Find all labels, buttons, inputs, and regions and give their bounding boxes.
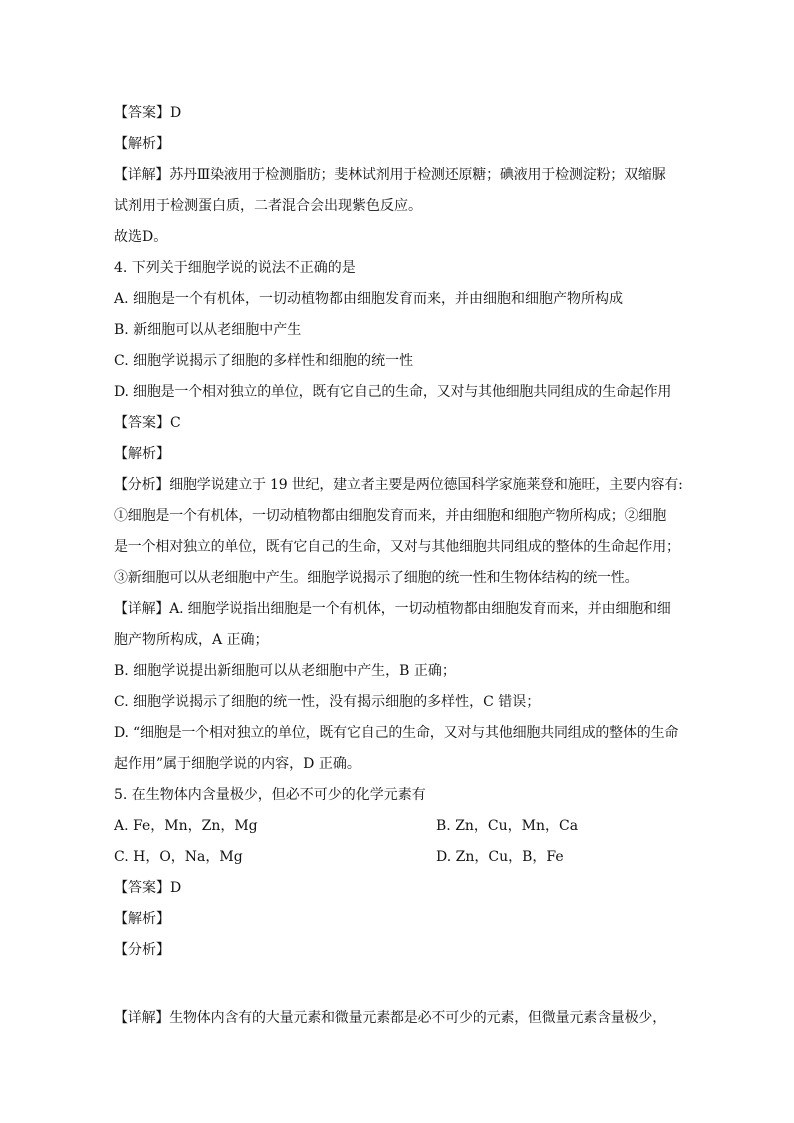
q5-detail-line-1: 【详解】生物体内含有的大量元素和微量元素都是必不可少的元素，但微量元素含量极少，: [114, 1010, 666, 1026]
q4-option-d: D. 细胞是一个相对独立的单位，既有它自己的生命，又对与其他细胞共同组成的生命起作用: [114, 384, 672, 400]
q4-analysis-heading: 【解析】: [114, 446, 170, 462]
q5-question: 5. 在生物体内含量极少，但必不可少的化学元素有: [114, 787, 426, 803]
q3-detail-line-1: 【详解】苏丹Ⅲ染液用于检测脂肪；斐林试剂用于检测还原糖；碘液用于检测淀粉；双缩脲: [114, 167, 666, 183]
q4-fenxi-line-4: ③新细胞可以从老细胞中产生。细胞学说揭示了细胞的统一性和生物体结构的统一性。: [114, 570, 639, 586]
q3-answer: 【答案】D: [114, 105, 182, 121]
q5-option-d: D. Zn，Cu，B，Fe: [436, 849, 564, 865]
q4-option-a: A. 细胞是一个有机体，一切动植物都由细胞发育而来，并由细胞和细胞产物所构成: [114, 291, 624, 307]
q5-option-a: A. Fe，Mn，Zn，Mg: [114, 818, 258, 834]
q4-question: 4. 下列关于细胞学说的说法不正确的是: [114, 260, 356, 276]
q5-fenxi-heading: 【分析】: [114, 942, 170, 958]
q4-detail-line-1: 【详解】A. 细胞学说指出细胞是一个有机体，一切动植物都由细胞发育而来，并由细胞和细: [114, 601, 671, 617]
q5-answer: 【答案】D: [114, 880, 182, 896]
q4-detail-line-2: 胞产物所构成，A 正确；: [114, 632, 269, 648]
q3-detail-line-2: 试剂用于检测蛋白质，二者混合会出现紫色反应。: [114, 198, 422, 214]
q5-option-c: C. H，O，Na，Mg: [114, 849, 243, 865]
q5-option-b: B. Zn，Cu，Mn，Ca: [436, 818, 579, 834]
q4-detail-line-5: D. “细胞是一个相对独立的单位，既有它自己的生命，又对与其他细胞共同组成的整体的生命: [114, 725, 679, 741]
q4-option-c: C. 细胞学说揭示了细胞的多样性和细胞的统一性: [114, 353, 414, 369]
q4-detail-line-6: 起作用”属于细胞学说的内容，D 正确。: [114, 756, 361, 772]
q5-analysis-heading: 【解析】: [114, 911, 170, 927]
q3-conclusion: 故选D。: [114, 229, 168, 245]
q4-fenxi-line-3: 是一个相对独立的单位，既有它自己的生命，又对与其他细胞共同组成的整体的生命起作用；: [114, 539, 680, 555]
q4-detail-line-4: C. 细胞学说揭示了细胞的统一性，没有揭示细胞的多样性，C 错误；: [114, 694, 541, 710]
q4-answer: 【答案】C: [114, 415, 181, 431]
q4-option-b: B. 新细胞可以从老细胞中产生: [114, 322, 302, 338]
q4-fenxi-line-2: ①细胞是一个有机体，一切动植物都由细胞发育而来，并由细胞和细胞产物所构成；②细胞: [114, 508, 666, 524]
q3-analysis-heading: 【解析】: [114, 136, 170, 152]
q4-detail-line-3: B. 细胞学说提出新细胞可以从老细胞中产生，B 正确；: [114, 663, 456, 679]
q4-fenxi-line-1: 【分析】细胞学说建立于 19 世纪，建立者主要是两位德国科学家施莱登和施旺，主要内容有:: [114, 477, 683, 493]
